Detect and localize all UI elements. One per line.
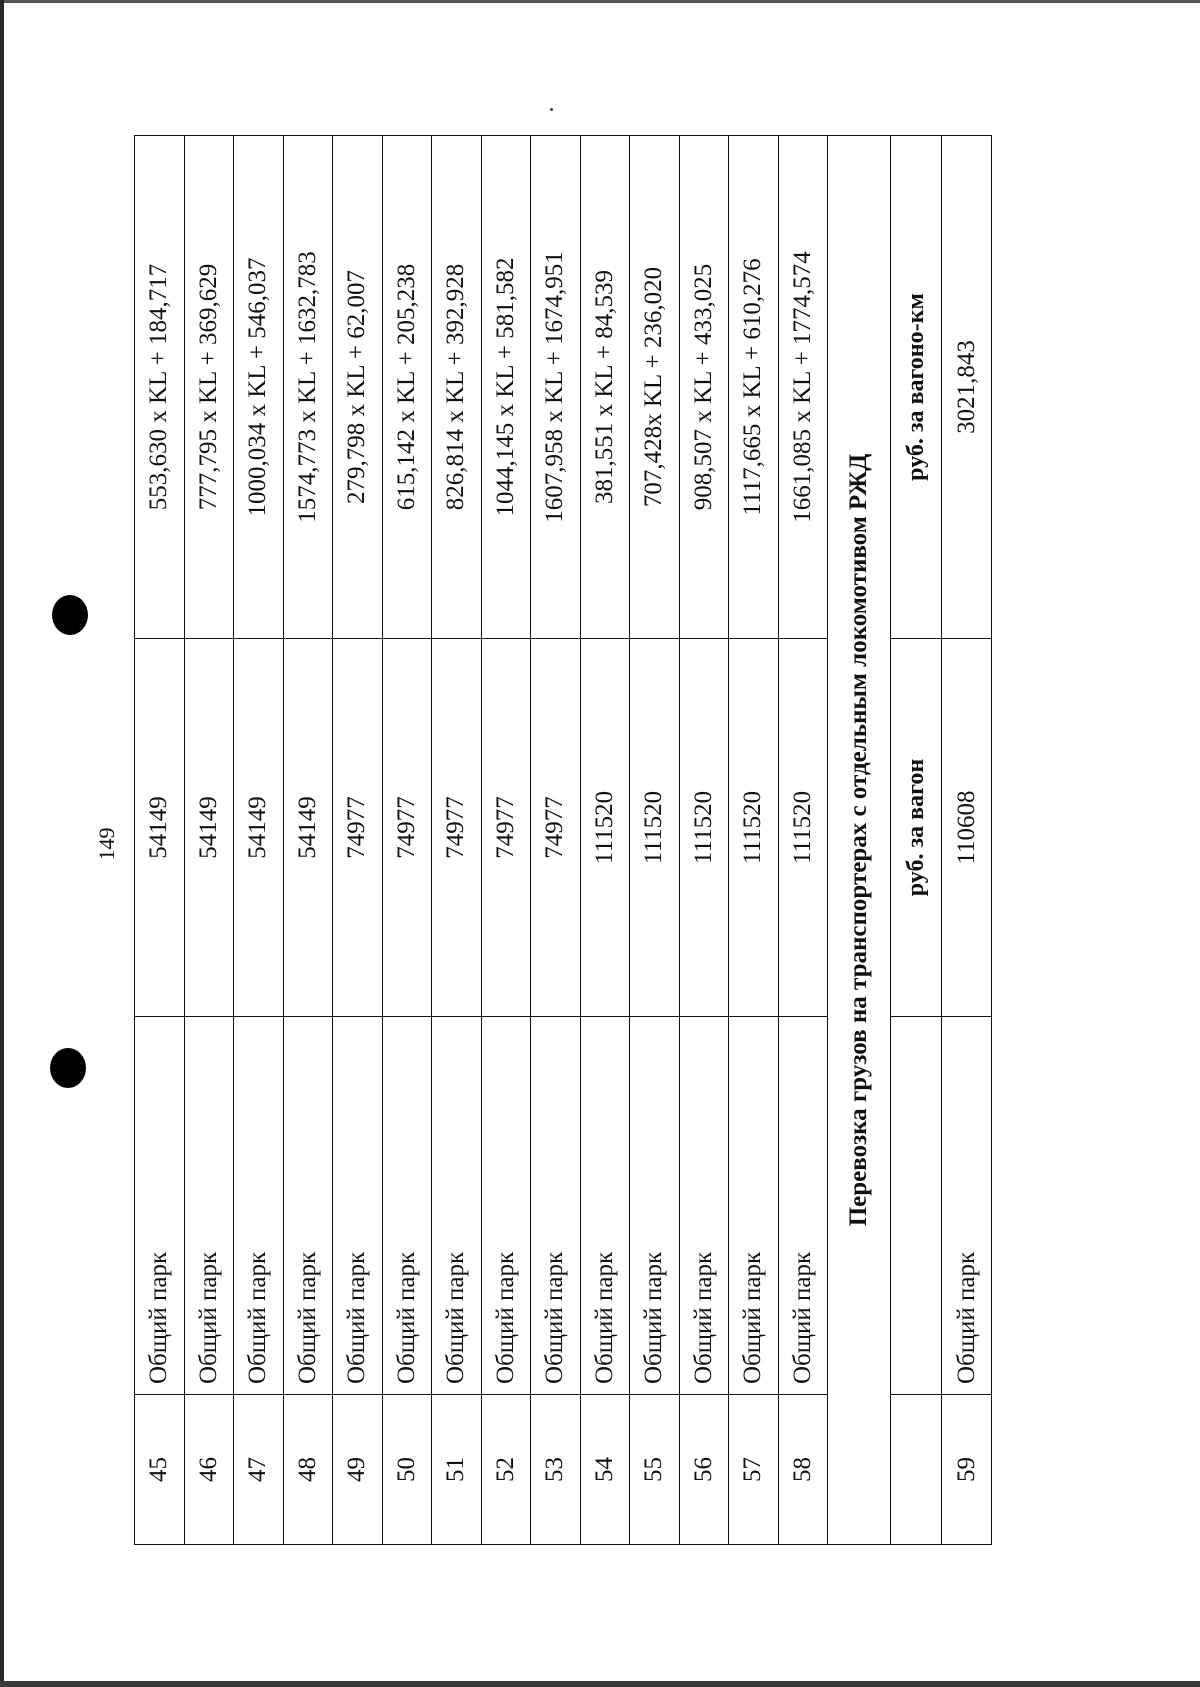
- row-rate: 74977: [432, 639, 482, 1017]
- row-formula: 1044,145 x KL + 581,582: [481, 136, 531, 639]
- row-formula: 908,507 x KL + 433,025: [679, 136, 729, 639]
- row-number: 45: [135, 1395, 185, 1545]
- row-formula: 553,630 x KL + 184,717: [135, 136, 185, 639]
- row-park: Общий парк: [135, 1017, 185, 1395]
- row-number: 59: [942, 1395, 992, 1545]
- row-rate: 110608: [942, 639, 992, 1017]
- header-rate: руб. за вагон: [891, 639, 942, 1017]
- row-park: Общий парк: [531, 1017, 581, 1395]
- row-formula: 707,428x KL + 236,020: [630, 136, 680, 639]
- table-row: [531, 136, 581, 1545]
- table-row: [481, 136, 531, 1545]
- row-park: Общий парк: [283, 1017, 333, 1395]
- row-park: Общий парк: [234, 1017, 284, 1395]
- table-row: [778, 136, 828, 1545]
- table-row: [382, 136, 432, 1545]
- row-rate: 54149: [234, 639, 284, 1017]
- row-rate: 74977: [382, 639, 432, 1017]
- row-rate: 74977: [333, 639, 383, 1017]
- row-formula: 1574,773 x KL + 1632,783: [283, 136, 333, 639]
- row-number: 47: [234, 1395, 284, 1545]
- row-formula: 1000,034 x KL + 546,037: [234, 136, 284, 639]
- page-number: 149: [94, 827, 119, 861]
- row-rate: 111520: [679, 639, 729, 1017]
- row-park: Общий парк: [630, 1017, 680, 1395]
- row-number: 55: [630, 1395, 680, 1545]
- row-rate: 111520: [580, 639, 630, 1017]
- row-rate: 54149: [135, 639, 185, 1017]
- section-header-row: [891, 136, 942, 1545]
- row-number: 54: [580, 1395, 630, 1545]
- row-formula: 1607,958 x KL + 1674,951: [531, 136, 581, 639]
- section-title: Перевозка грузов на транспортерах с отдельным локомотивом РЖД: [828, 136, 891, 1545]
- row-rate: 111520: [729, 639, 779, 1017]
- row-park: Общий парк: [333, 1017, 383, 1395]
- table-row: [729, 136, 779, 1545]
- table-row: [283, 136, 333, 1545]
- table-row: [135, 136, 185, 1545]
- row-park: Общий парк: [942, 1017, 992, 1395]
- row-park: Общий парк: [778, 1017, 828, 1395]
- row-number: 52: [481, 1395, 531, 1545]
- row-rate: 111520: [630, 639, 680, 1017]
- row-number: 48: [283, 1395, 333, 1545]
- row-number: 49: [333, 1395, 383, 1545]
- table-row: [630, 136, 680, 1545]
- row-rate: 54149: [184, 639, 234, 1017]
- row-number: 51: [432, 1395, 482, 1545]
- row-rate: 74977: [481, 639, 531, 1017]
- row-number: 56: [679, 1395, 729, 1545]
- row-formula: 826,814 x KL + 392,928: [432, 136, 482, 639]
- table-row: [679, 136, 729, 1545]
- table-row: [184, 136, 234, 1545]
- row-number: 46: [184, 1395, 234, 1545]
- row-number: 58: [778, 1395, 828, 1545]
- table-row: [942, 136, 992, 1545]
- table-row: [580, 136, 630, 1545]
- table-body: [135, 136, 992, 1545]
- row-formula: 381,551 x KL + 84,539: [580, 136, 630, 639]
- row-park: Общий парк: [729, 1017, 779, 1395]
- row-formula: 3021,843: [942, 136, 992, 639]
- row-rate: 74977: [531, 639, 581, 1017]
- table-row: [432, 136, 482, 1545]
- row-number: 57: [729, 1395, 779, 1545]
- header-formula: руб. за вагоно-км: [891, 136, 942, 639]
- row-park: Общий парк: [432, 1017, 482, 1395]
- row-rate: 54149: [283, 639, 333, 1017]
- header-blank-cell: [891, 1395, 942, 1545]
- row-park: Общий парк: [679, 1017, 729, 1395]
- row-formula: 279,798 x KL + 62,007: [333, 136, 383, 639]
- row-park: Общий парк: [580, 1017, 630, 1395]
- row-park: Общий парк: [481, 1017, 531, 1395]
- table-row: [234, 136, 284, 1545]
- row-rate: 111520: [778, 639, 828, 1017]
- row-number: 50: [382, 1395, 432, 1545]
- table-row: [333, 136, 383, 1545]
- section-title-row: [828, 136, 891, 1545]
- row-number: 53: [531, 1395, 581, 1545]
- row-formula: 615,142 x KL + 205,238: [382, 136, 432, 639]
- row-park: Общий парк: [382, 1017, 432, 1395]
- header-blank-cell: [891, 1017, 942, 1395]
- tariff-table: [134, 135, 992, 1545]
- row-formula: 1661,085 x KL + 1774,574: [778, 136, 828, 639]
- row-formula: 1117,665 x KL + 610,276: [729, 136, 779, 639]
- row-park: Общий парк: [184, 1017, 234, 1395]
- row-formula: 777,795 x KL + 369,629: [184, 136, 234, 639]
